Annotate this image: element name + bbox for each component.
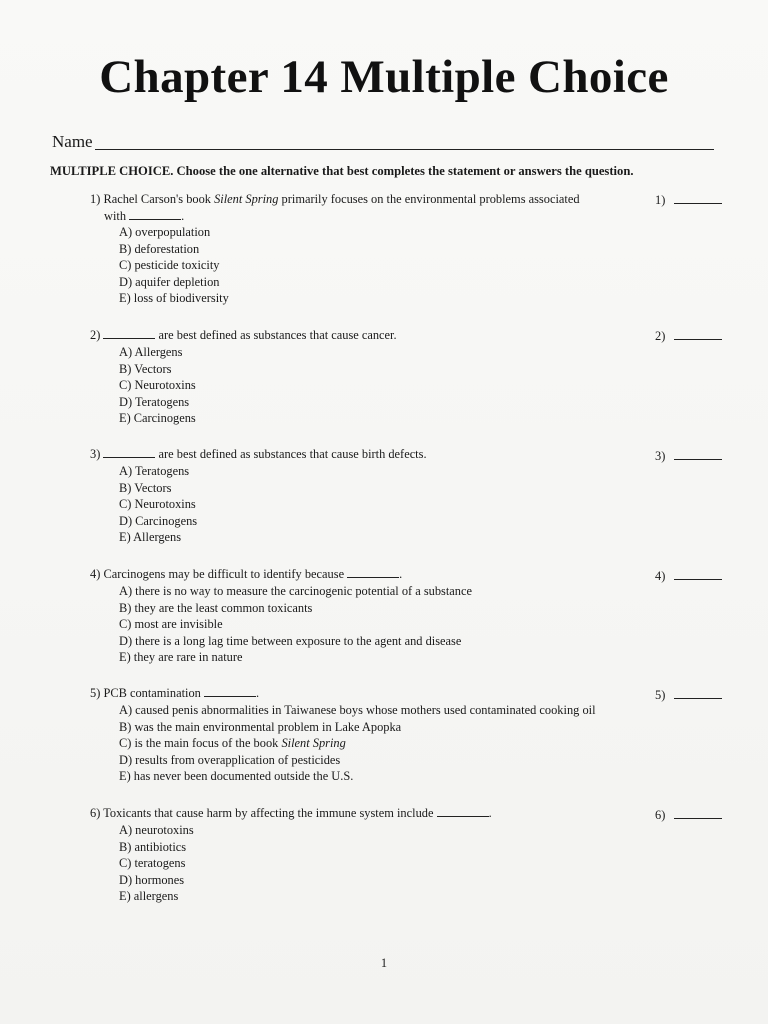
- question-number: 5): [90, 686, 101, 700]
- page-number: 1: [380, 956, 388, 970]
- page-title: Chapter 14 Multiple Choice: [99, 51, 669, 103]
- answer-number: 5): [655, 688, 666, 702]
- options-list: [119, 702, 596, 785]
- fill-in-blank: [437, 806, 489, 817]
- question-number: 6): [90, 806, 101, 820]
- option-b[interactable]: B) was the main environmental problem in Lake Apopka: [119, 719, 402, 734]
- stem-end-period: .: [181, 208, 185, 223]
- stem-end-period: .: [488, 806, 492, 820]
- option-b[interactable]: B) antibiotics: [119, 839, 187, 854]
- question-stem: [90, 327, 635, 344]
- instructions: MULTIPLE CHOICE. Choose the one alternative that best completes the statement or answers the question.: [50, 164, 634, 178]
- answer-slot: [655, 328, 722, 345]
- stem-text: are best defined as substances that cause cancer.: [155, 328, 397, 342]
- option-b[interactable]: B) deforestation: [119, 241, 200, 256]
- answer-slot: [655, 687, 722, 704]
- question-stem: [90, 805, 635, 822]
- stem-end-period: .: [399, 567, 403, 581]
- option-c-italic-title: Silent Spring: [281, 736, 346, 750]
- option-e[interactable]: E) has never been documented outside the U.S.: [119, 769, 354, 783]
- option-d[interactable]: D) Carcinogens: [119, 513, 198, 528]
- option-e[interactable]: E) Allergens: [119, 530, 182, 544]
- stem-text-cont: primarily focuses on the environmental problems associated: [278, 192, 580, 206]
- option-c[interactable]: C) teratogens: [119, 856, 186, 870]
- answer-blank[interactable]: [674, 688, 722, 699]
- name-field[interactable]: [95, 131, 714, 150]
- answer-slot: [655, 448, 722, 465]
- options-list: [119, 822, 194, 905]
- stem-text-line2: with: [104, 208, 127, 223]
- stem-text: Carcinogens may be difficult to identify because: [103, 567, 345, 581]
- answer-number: 1): [655, 193, 666, 207]
- answer-number: 3): [655, 449, 666, 463]
- question-stem: [90, 446, 635, 463]
- option-e[interactable]: E) they are rare in nature: [119, 650, 243, 664]
- option-c[interactable]: [119, 735, 596, 752]
- option-c[interactable]: C) Neurotoxins: [119, 497, 196, 511]
- option-e[interactable]: E) allergens: [119, 889, 179, 903]
- question-stem: [90, 685, 635, 702]
- option-d[interactable]: D) hormones: [119, 872, 185, 887]
- options-list: [119, 463, 197, 546]
- answer-slot: [655, 807, 722, 824]
- option-c[interactable]: C) pesticide toxicity: [119, 258, 220, 272]
- stem-text: are best defined as substances that cause birth defects.: [155, 447, 427, 461]
- stem-text: PCB contamination: [103, 686, 201, 700]
- option-b[interactable]: B) Vectors: [119, 480, 172, 495]
- fill-in-blank: [129, 209, 181, 220]
- answer-number: 6): [655, 808, 666, 822]
- option-a[interactable]: A) there is no way to measure the carcinogenic potential of a substance: [119, 584, 472, 598]
- option-e[interactable]: E) Carcinogens: [119, 411, 196, 425]
- answer-number: 2): [655, 329, 666, 343]
- stem-end-period: .: [255, 686, 260, 700]
- name-label: Name: [52, 132, 93, 151]
- option-a[interactable]: A) caused penis abnormalities in Taiwanese boys whose mothers used contaminated cooking oil: [119, 703, 596, 717]
- fill-in-blank: [347, 567, 399, 578]
- option-d[interactable]: D) there is a long lag time between exposure to the agent and disease: [119, 633, 462, 648]
- answer-blank[interactable]: [674, 329, 722, 340]
- option-a[interactable]: A) Allergens: [119, 345, 183, 359]
- option-d[interactable]: D) results from overapplication of pesticides: [119, 752, 341, 767]
- option-a[interactable]: A) neurotoxins: [119, 823, 194, 837]
- answer-blank[interactable]: [674, 449, 722, 460]
- option-c[interactable]: C) most are invisible: [119, 617, 223, 631]
- stem-italic-title: Silent Spring: [214, 192, 279, 206]
- fill-in-blank: [103, 328, 155, 339]
- stem-text: Toxicants that cause harm by affecting the immune system include: [103, 806, 434, 820]
- option-a[interactable]: A) Teratogens: [119, 464, 190, 478]
- question-number: 3): [90, 447, 101, 461]
- options-list: [119, 583, 472, 666]
- question-stem: [90, 566, 635, 583]
- option-e[interactable]: E) loss of biodiversity: [119, 291, 229, 305]
- answer-number: 4): [655, 569, 666, 583]
- fill-in-blank: [204, 686, 256, 697]
- question-number: 2): [90, 328, 101, 342]
- answer-blank[interactable]: [674, 808, 722, 819]
- options-list: [119, 344, 196, 427]
- option-b[interactable]: B) Vectors: [119, 361, 172, 376]
- question-stem: [90, 191, 635, 224]
- fill-in-blank: [103, 447, 155, 458]
- question-number: 4): [90, 567, 101, 581]
- option-c[interactable]: C) Neurotoxins: [119, 378, 196, 392]
- option-d[interactable]: D) Teratogens: [119, 394, 190, 409]
- answer-blank[interactable]: [674, 193, 722, 204]
- question-number: 1): [90, 192, 101, 206]
- answer-slot: [655, 192, 722, 209]
- option-c-text: C) is the main focus of the book: [119, 736, 282, 750]
- option-b[interactable]: B) they are the least common toxicants: [119, 600, 313, 615]
- option-a[interactable]: A) overpopulation: [119, 225, 211, 239]
- option-d[interactable]: D) aquifer depletion: [119, 274, 220, 289]
- options-list: [119, 224, 229, 307]
- stem-text: Rachel Carson's book: [103, 192, 215, 206]
- name-field-row: [52, 126, 714, 150]
- answer-blank[interactable]: [674, 569, 722, 580]
- answer-slot: [655, 568, 722, 585]
